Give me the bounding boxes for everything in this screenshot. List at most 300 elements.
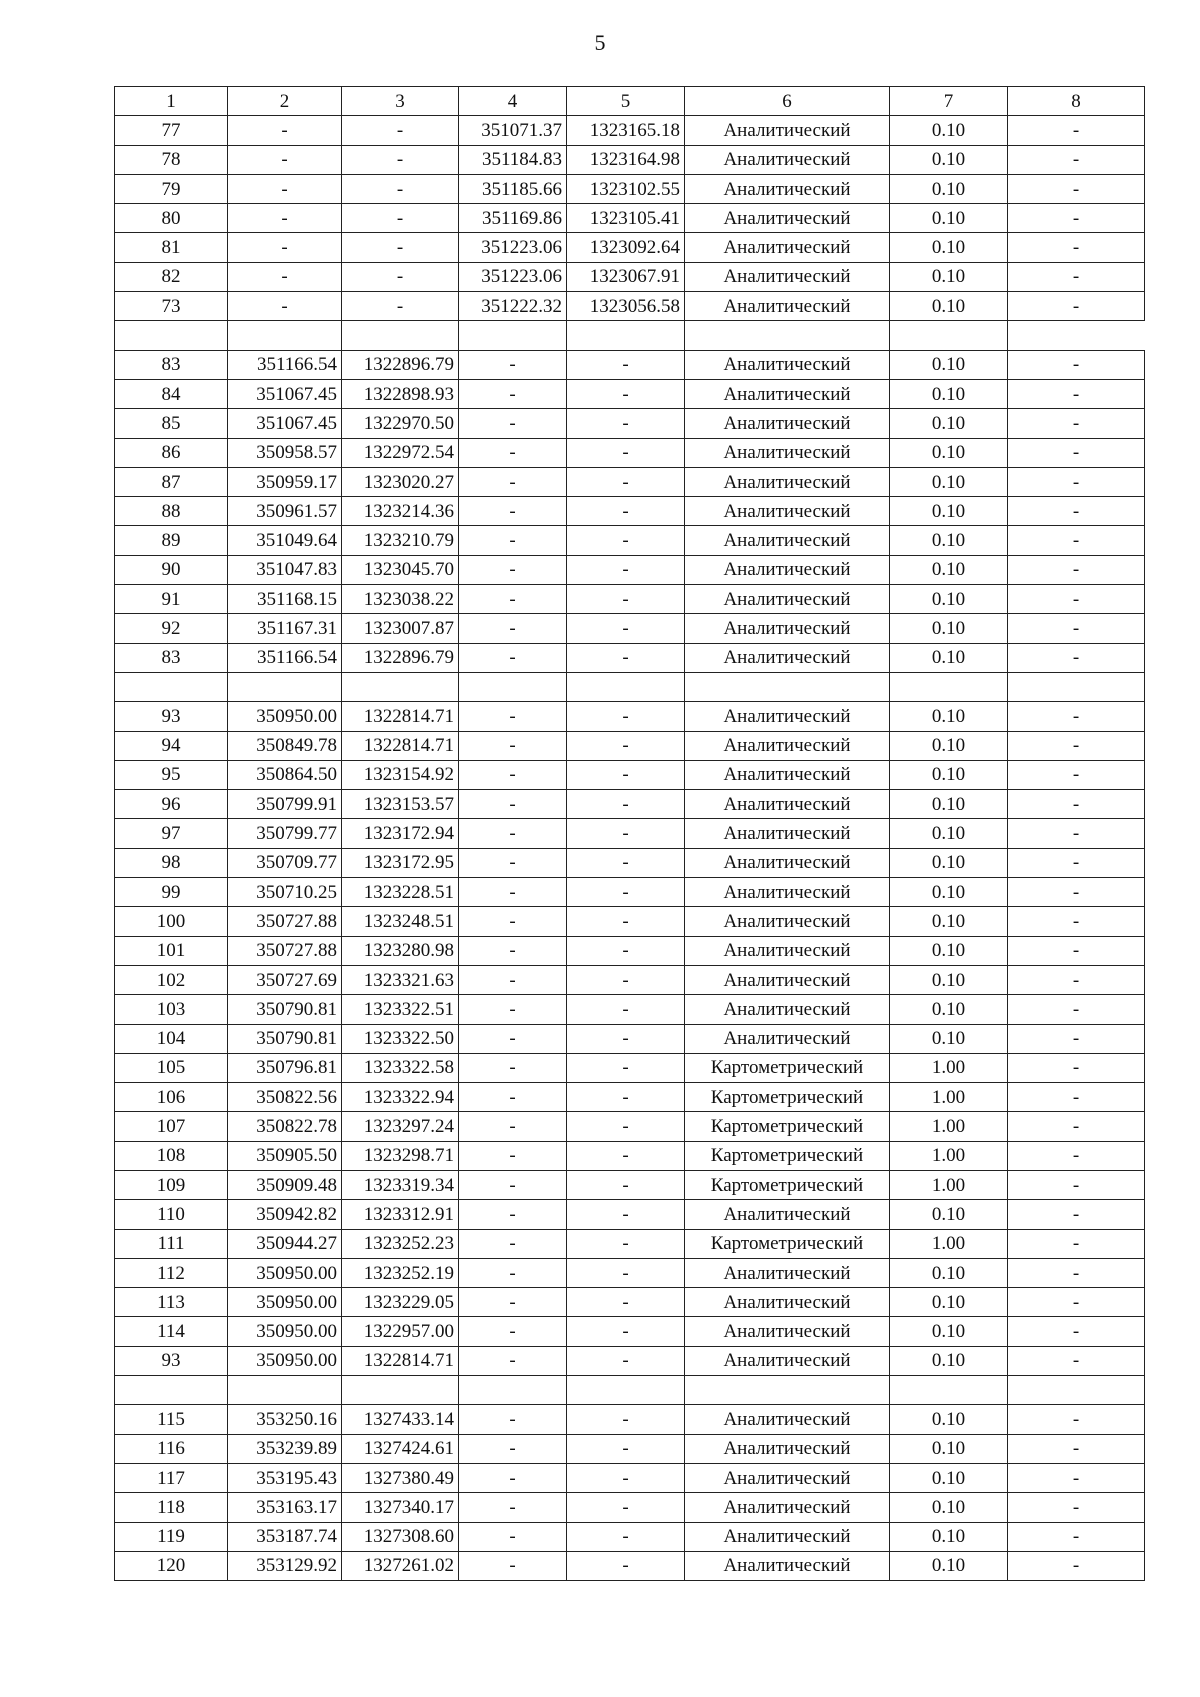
table-cell: - [459,1463,567,1492]
table-cell: 353163.17 [228,1493,342,1522]
table-cell: Картометрический [685,1170,890,1199]
table-cell: Аналитический [685,467,890,496]
separator-cell [228,1376,342,1405]
separator-cell [115,1376,228,1405]
table-cell: 84 [115,379,228,408]
table-cell: 351223.06 [459,262,567,291]
table-cell: 108 [115,1141,228,1170]
table-cell: - [459,643,567,672]
table-cell: - [459,731,567,760]
table-cell: - [459,965,567,994]
table-cell: - [567,350,685,379]
table-cell: Аналитический [685,790,890,819]
table-cell: - [567,1112,685,1141]
table-cell: 350905.50 [228,1141,342,1170]
table-cell: - [567,1288,685,1317]
table-cell: 350959.17 [228,467,342,496]
table-cell: 0.10 [890,1346,1008,1375]
table-cell: Аналитический [685,145,890,174]
table-cell: 353129.92 [228,1551,342,1580]
table-cell: 1322957.00 [342,1317,459,1346]
table-cell: 1327433.14 [342,1405,459,1434]
table-cell: 0.10 [890,116,1008,145]
table-cell: 93 [115,702,228,731]
table-cell: - [1008,790,1145,819]
table-cell: - [1008,848,1145,877]
table-cell: 1323210.79 [342,526,459,555]
table-cell: - [459,614,567,643]
separator-cell [459,672,567,701]
table-cell: 116 [115,1434,228,1463]
table-row [115,731,1145,760]
table-cell: 1323248.51 [342,907,459,936]
table-cell: Аналитический [685,350,890,379]
table-cell: 0.10 [890,1405,1008,1434]
table-row [115,965,1145,994]
table-cell: - [567,467,685,496]
table-cell: - [459,936,567,965]
table-cell: - [459,995,567,1024]
table-row [115,262,1145,291]
table-row [115,936,1145,965]
table-row [115,526,1145,555]
table-cell: - [459,1434,567,1463]
separator-cell [115,321,228,350]
table-cell: 0.10 [890,292,1008,321]
table-cell: - [567,409,685,438]
table-cell: Аналитический [685,292,890,321]
table-cell: - [459,1112,567,1141]
table-cell: 0.10 [890,819,1008,848]
table-cell: 0.10 [890,174,1008,203]
table-cell: - [1008,1317,1145,1346]
separator-row [115,672,1145,701]
table-cell: 114 [115,1317,228,1346]
table-cell: - [342,145,459,174]
table-cell: 351185.66 [459,174,567,203]
table-cell: - [1008,1083,1145,1112]
table-cell: 77 [115,116,228,145]
table-cell: 0.10 [890,614,1008,643]
table-cell: 350864.50 [228,760,342,789]
table-cell: - [567,1317,685,1346]
table-cell: 1323252.23 [342,1229,459,1258]
table-cell: - [1008,643,1145,672]
table-cell: 1323280.98 [342,936,459,965]
table-cell: 0.10 [890,1288,1008,1317]
table-cell: - [459,907,567,936]
table-cell: - [1008,1141,1145,1170]
table-cell: 1323214.36 [342,497,459,526]
table-row [115,233,1145,262]
table-cell: - [567,1551,685,1580]
table-cell: - [1008,1463,1145,1492]
table-cell: Картометрический [685,1112,890,1141]
separator-cell [342,1376,459,1405]
table-cell: 0.10 [890,585,1008,614]
table-cell: Аналитический [685,262,890,291]
table-cell: - [459,1053,567,1082]
table-cell: - [228,233,342,262]
table-cell: 353187.74 [228,1522,342,1551]
table-cell: 1323172.95 [342,848,459,877]
table-cell: - [459,350,567,379]
table-row [115,1200,1145,1229]
table-cell: 350822.78 [228,1112,342,1141]
table-row [115,467,1145,496]
table-cell: 0.10 [890,1493,1008,1522]
table-cell: Аналитический [685,848,890,877]
table-cell: - [459,438,567,467]
table-cell: 350950.00 [228,1258,342,1287]
table-cell: 87 [115,467,228,496]
table-cell: 0.10 [890,145,1008,174]
table-cell: - [459,1024,567,1053]
table-cell: 351067.45 [228,379,342,408]
table-cell: Аналитический [685,878,890,907]
table-cell: - [567,907,685,936]
table-cell: Аналитический [685,995,890,1024]
table-cell: Картометрический [685,1229,890,1258]
table-row [115,555,1145,584]
table-cell: 1.00 [890,1112,1008,1141]
table-cell: - [1008,1258,1145,1287]
table-cell: 1322896.79 [342,643,459,672]
table-cell: 350958.57 [228,438,342,467]
table-cell: - [459,1405,567,1434]
table-cell: - [228,262,342,291]
separator-cell [1008,1376,1145,1405]
table-body [115,87,1145,1581]
table-row [115,1434,1145,1463]
table-cell: 96 [115,790,228,819]
table-cell: - [1008,1551,1145,1580]
table-cell: 350961.57 [228,497,342,526]
table-cell: - [1008,1346,1145,1375]
table-cell: 112 [115,1258,228,1287]
table-cell: 0.10 [890,731,1008,760]
table-cell: 98 [115,848,228,877]
table-cell: 94 [115,731,228,760]
table-cell: - [567,995,685,1024]
table-row [115,1170,1145,1199]
table-cell: 81 [115,233,228,262]
table-cell: 353239.89 [228,1434,342,1463]
table-cell: - [567,643,685,672]
separator-cell [342,672,459,701]
table-cell: 1323228.51 [342,878,459,907]
separator-cell [685,1376,890,1405]
table-cell: 1.00 [890,1170,1008,1199]
table-cell: 117 [115,1463,228,1492]
table-cell: Аналитический [685,1522,890,1551]
table-cell: 0.10 [890,848,1008,877]
table-cell: 0.10 [890,497,1008,526]
table-cell: 113 [115,1288,228,1317]
table-cell: - [567,1083,685,1112]
separator-cell [685,321,890,350]
table-cell: Аналитический [685,1346,890,1375]
table-cell: Аналитический [685,907,890,936]
table-cell: Аналитический [685,643,890,672]
table-cell: - [459,1317,567,1346]
table-cell: 101 [115,936,228,965]
table-cell: - [1008,878,1145,907]
table-cell: 109 [115,1170,228,1199]
table-cell: 0.10 [890,878,1008,907]
table-cell: 0.10 [890,555,1008,584]
table-cell: 353250.16 [228,1405,342,1434]
table-cell: 118 [115,1493,228,1522]
table-cell: - [459,790,567,819]
table-cell: 1.00 [890,1083,1008,1112]
table-cell: - [459,555,567,584]
table-cell: - [459,497,567,526]
table-cell: - [459,819,567,848]
page-number: 5 [594,30,606,55]
header-cell: 6 [685,87,890,116]
table-cell: Аналитический [685,1405,890,1434]
table-cell: 351222.32 [459,292,567,321]
table-cell: 350727.88 [228,907,342,936]
table-cell: 106 [115,1083,228,1112]
table-cell: - [567,1258,685,1287]
table-cell: 0.10 [890,1522,1008,1551]
table-cell: 350790.81 [228,1024,342,1053]
table-cell: - [1008,907,1145,936]
table-cell: 107 [115,1112,228,1141]
table-cell: 83 [115,643,228,672]
table-cell: 1327424.61 [342,1434,459,1463]
table-cell: 120 [115,1551,228,1580]
table-cell: - [459,379,567,408]
table-cell: - [459,409,567,438]
table-cell: Аналитический [685,1463,890,1492]
table-row [115,379,1145,408]
table-cell: 351166.54 [228,350,342,379]
table-cell: 73 [115,292,228,321]
table-row [115,878,1145,907]
table-cell: 1322896.79 [342,350,459,379]
table-cell: - [1008,819,1145,848]
coordinates-table [114,86,1145,1581]
table-cell: - [1008,497,1145,526]
table-cell: 1323038.22 [342,585,459,614]
table-cell: - [1008,526,1145,555]
table-cell: - [1008,174,1145,203]
table-cell: - [1008,702,1145,731]
table-cell: 0.10 [890,790,1008,819]
table-cell: Аналитический [685,174,890,203]
table-cell: - [1008,1434,1145,1463]
table-cell: 1323020.27 [342,467,459,496]
separator-cell [342,321,459,350]
table-cell: 0.10 [890,702,1008,731]
table-cell: - [567,848,685,877]
table-cell: 350799.91 [228,790,342,819]
table-cell: Аналитический [685,585,890,614]
table-row [115,116,1145,145]
separator-cell [228,672,342,701]
table-cell: 1323045.70 [342,555,459,584]
table-cell: Аналитический [685,116,890,145]
table-row [115,614,1145,643]
table-cell: 103 [115,995,228,1024]
table-cell: - [459,1288,567,1317]
table-cell: - [1008,262,1145,291]
table-row [115,1141,1145,1170]
table-cell: - [1008,555,1145,584]
table-cell: - [1008,1112,1145,1141]
table-cell: Аналитический [685,409,890,438]
table-cell: - [342,262,459,291]
table-cell: - [459,1258,567,1287]
table-cell: 1322898.93 [342,379,459,408]
table-cell: 0.10 [890,907,1008,936]
table-cell: - [459,1346,567,1375]
table-row [115,497,1145,526]
table-cell: Аналитический [685,438,890,467]
table-cell: - [1008,145,1145,174]
table-cell: - [567,1024,685,1053]
table-cell: 350950.00 [228,1288,342,1317]
table-cell: - [459,760,567,789]
table-cell: 90 [115,555,228,584]
table-cell: 119 [115,1522,228,1551]
table-cell: 1323153.57 [342,790,459,819]
table-cell: - [567,1493,685,1522]
table-cell: Аналитический [685,760,890,789]
table-cell: 350709.77 [228,848,342,877]
separator-cell [567,321,685,350]
table-cell: 1327308.60 [342,1522,459,1551]
table-cell: 93 [115,1346,228,1375]
table-cell: - [459,1200,567,1229]
table-cell: 350710.25 [228,878,342,907]
table-cell: Аналитический [685,731,890,760]
table-cell: 351166.54 [228,643,342,672]
table-cell: Аналитический [685,1317,890,1346]
table-row [115,292,1145,321]
table-cell: 350822.56 [228,1083,342,1112]
table-cell: Аналитический [685,1258,890,1287]
table-cell: 1327340.17 [342,1493,459,1522]
table-cell: 350942.82 [228,1200,342,1229]
table-cell: 0.10 [890,379,1008,408]
table-cell: Картометрический [685,1141,890,1170]
header-cell: 7 [890,87,1008,116]
table-cell: - [1008,292,1145,321]
separator-cell [115,672,228,701]
table-cell: Аналитический [685,1200,890,1229]
header-cell: 3 [342,87,459,116]
table-cell: Аналитический [685,965,890,994]
table-cell: 95 [115,760,228,789]
table-cell: - [567,438,685,467]
table-cell: - [567,878,685,907]
table-cell: 1323165.18 [567,116,685,145]
table-cell: 1323322.51 [342,995,459,1024]
table-row [115,848,1145,877]
table-cell: - [567,1405,685,1434]
table-cell: 91 [115,585,228,614]
table-cell: - [1008,467,1145,496]
table-cell: - [459,878,567,907]
table-cell: 351049.64 [228,526,342,555]
table-cell: - [1008,995,1145,1024]
table-cell: - [1008,350,1145,379]
separator-row [115,321,1145,350]
table-cell: 351167.31 [228,614,342,643]
table-cell: 1323312.91 [342,1200,459,1229]
header-cell: 4 [459,87,567,116]
table-cell: 0.10 [890,1024,1008,1053]
table-cell: - [1008,1522,1145,1551]
table-cell: - [228,145,342,174]
table-cell: Аналитический [685,1434,890,1463]
table-cell: 0.10 [890,350,1008,379]
table-row [115,995,1145,1024]
table-cell: - [567,1434,685,1463]
table-cell: Аналитический [685,1288,890,1317]
table-cell: - [1008,438,1145,467]
table-cell: 78 [115,145,228,174]
table-cell: Картометрический [685,1053,890,1082]
table-cell: Аналитический [685,497,890,526]
separator-cell [459,321,567,350]
table-cell: 1323007.87 [342,614,459,643]
table-cell: - [459,526,567,555]
table-row [115,760,1145,789]
table-row [115,1405,1145,1434]
table-cell: 1323322.58 [342,1053,459,1082]
table-cell: 0.10 [890,760,1008,789]
table-cell: 80 [115,204,228,233]
table-cell: - [342,292,459,321]
table-cell: Аналитический [685,379,890,408]
table-cell: 1323164.98 [567,145,685,174]
table-cell: 353195.43 [228,1463,342,1492]
table-cell: - [1008,379,1145,408]
table-cell: 0.10 [890,1463,1008,1492]
table-cell: - [459,1083,567,1112]
table-cell: Аналитический [685,936,890,965]
table-cell: - [342,174,459,203]
table-cell: 1323105.41 [567,204,685,233]
table-cell: 0.10 [890,1434,1008,1463]
table-cell: 1323322.50 [342,1024,459,1053]
table-cell: - [567,1346,685,1375]
table-cell: 350796.81 [228,1053,342,1082]
separator-cell [228,321,342,350]
table-cell: 350950.00 [228,1317,342,1346]
separator-cell [890,1376,1008,1405]
table-cell: - [228,116,342,145]
table-cell: - [228,204,342,233]
table-cell: 0.10 [890,467,1008,496]
table-cell: - [459,1170,567,1199]
table-row [115,1551,1145,1580]
table-row [115,1346,1145,1375]
table-cell: Аналитический [685,233,890,262]
table-cell: - [342,204,459,233]
table-cell: - [567,585,685,614]
table-row [115,1493,1145,1522]
table-cell: 0.10 [890,526,1008,555]
table-cell: - [567,526,685,555]
table-cell: 1322972.54 [342,438,459,467]
table-cell: 99 [115,878,228,907]
